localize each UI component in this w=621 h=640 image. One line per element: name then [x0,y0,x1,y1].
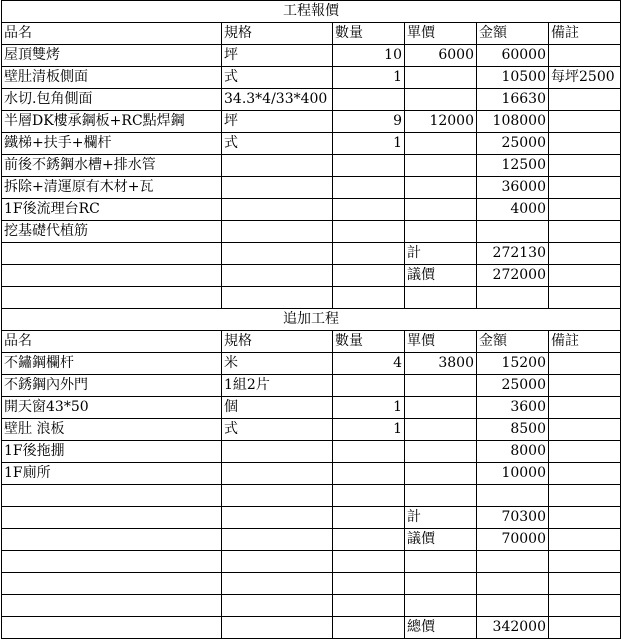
cell-note[interactable] [549,353,621,375]
table-row [2,617,621,639]
column-header-spec[interactable]: 規格 [222,23,333,45]
cell-amount[interactable]: 272130 [477,243,549,265]
cell-item-name[interactable]: 壁肚清板側面 [2,67,222,89]
cell-unit-price[interactable]: 6000 [405,45,477,67]
cell-unit-price[interactable] [405,89,477,111]
cell-amount[interactable]: 70300 [477,507,549,529]
cell-amount[interactable]: 10000 [477,463,549,485]
cell-item-name[interactable]: 水切.包角側面 [2,89,222,111]
table-row [2,155,621,177]
cell-spec[interactable] [222,529,333,551]
cell-spec[interactable]: 式 [222,133,333,155]
section1-header-row [2,23,621,45]
table-row [2,199,621,221]
table-row [2,397,621,419]
cell-spec[interactable] [222,265,333,287]
cell-item-name[interactable] [2,485,222,507]
cell-note[interactable] [549,155,621,177]
cell-spec[interactable]: 式 [222,67,333,89]
cell-item-name[interactable] [2,265,222,287]
cell-quantity[interactable] [333,199,405,221]
cell-unit-price[interactable]: 議價 [405,529,477,551]
cell-spec[interactable] [222,551,333,573]
cell-item-name[interactable]: 開天窗43*50 [2,397,222,419]
cell-item-name[interactable]: 半層DK樓承鋼板+RC點焊鋼 [2,111,222,133]
cell-unit-price[interactable]: 議價 [405,265,477,287]
column-header-amount[interactable]: 金額 [477,331,549,353]
table-row [2,529,621,551]
cell-note[interactable] [549,463,621,485]
cell-unit-price[interactable] [405,463,477,485]
table-row [2,419,621,441]
cell-amount[interactable] [477,573,549,595]
cell-unit-price[interactable] [405,375,477,397]
cell-unit-price[interactable]: 12000 [405,111,477,133]
cell-spec[interactable] [222,287,333,309]
table-row [2,551,621,573]
cell-note[interactable] [549,507,621,529]
cell-amount[interactable] [477,221,549,243]
cell-item-name[interactable]: 不鏽鋼欄杆 [2,353,222,375]
cell-note[interactable] [549,397,621,419]
table-row [2,177,621,199]
cell-spec[interactable]: 坪 [222,111,333,133]
cell-spec[interactable] [222,177,333,199]
table-row [2,111,621,133]
cell-item-name[interactable]: 1F廁所 [2,463,222,485]
cell-quantity[interactable] [333,617,405,639]
cell-note[interactable] [549,287,621,309]
cell-note[interactable] [549,573,621,595]
cell-spec[interactable] [222,441,333,463]
cell-quantity[interactable] [333,551,405,573]
cell-quantity[interactable] [333,529,405,551]
column-header-note[interactable]: 備註 [549,331,621,353]
cell-note[interactable] [549,243,621,265]
cell-unit-price[interactable]: 計 [405,243,477,265]
cell-item-name[interactable]: 不銹鋼內外門 [2,375,222,397]
cell-amount[interactable]: 70000 [477,529,549,551]
cell-item-name[interactable]: 拆除+清運原有木材+瓦 [2,177,222,199]
table-row [2,265,621,287]
cell-note[interactable] [549,485,621,507]
cell-note[interactable] [549,529,621,551]
table-row [2,573,621,595]
cell-quantity[interactable] [333,221,405,243]
cell-unit-price[interactable] [405,221,477,243]
cell-note[interactable] [549,221,621,243]
cell-amount[interactable] [477,287,549,309]
cell-item-name[interactable] [2,287,222,309]
cell-item-name[interactable] [2,617,222,639]
cell-quantity[interactable]: 1 [333,419,405,441]
cell-unit-price[interactable]: 3800 [405,353,477,375]
cell-note[interactable] [549,375,621,397]
cell-quantity[interactable]: 1 [333,67,405,89]
cell-unit-price[interactable] [405,573,477,595]
cell-note[interactable] [549,595,621,617]
cell-amount[interactable]: 15200 [477,353,549,375]
column-header-unit-price[interactable]: 單價 [405,331,477,353]
cell-quantity[interactable]: 9 [333,111,405,133]
cell-amount[interactable]: 25000 [477,133,549,155]
table-row [2,221,621,243]
cell-amount[interactable]: 272000 [477,265,549,287]
column-header-quantity[interactable]: 數量 [333,331,405,353]
cell-unit-price[interactable]: 計 [405,507,477,529]
section2-header-row [2,331,621,353]
section1-title-row [2,1,621,23]
cell-spec[interactable] [222,463,333,485]
cell-spec[interactable] [222,221,333,243]
cell-unit-price[interactable] [405,595,477,617]
cell-spec[interactable]: 1組2片 [222,375,333,397]
cell-unit-price[interactable] [405,397,477,419]
table-row [2,353,621,375]
cell-item-name[interactable]: 挖基礎代植筋 [2,221,222,243]
cell-spec[interactable] [222,485,333,507]
cell-quantity[interactable] [333,507,405,529]
table-row [2,89,621,111]
cell-spec[interactable]: 個 [222,397,333,419]
cell-unit-price[interactable] [405,419,477,441]
cell-spec[interactable]: 式 [222,419,333,441]
cell-spec[interactable] [222,243,333,265]
cell-item-name[interactable]: 前後不銹鋼水槽+排水管 [2,155,222,177]
cell-unit-price[interactable] [405,155,477,177]
section2-title[interactable]: 追加工程 [2,309,621,331]
cell-quantity[interactable] [333,573,405,595]
cell-quantity[interactable] [333,89,405,111]
cell-note[interactable] [549,45,621,67]
column-header-quantity[interactable]: 數量 [333,23,405,45]
column-header-amount[interactable]: 金額 [477,23,549,45]
cell-spec[interactable] [222,573,333,595]
cell-quantity[interactable] [333,463,405,485]
cell-item-name[interactable]: 1F後拖掤 [2,441,222,463]
table-row [2,67,621,89]
cell-note[interactable] [549,111,621,133]
cell-spec[interactable]: 米 [222,353,333,375]
cell-quantity[interactable] [333,177,405,199]
quotation-sheet [1,0,621,639]
table-row [2,595,621,617]
cell-quantity[interactable] [333,375,405,397]
table-row [2,463,621,485]
table-row [2,133,621,155]
table-row [2,287,621,309]
cell-unit-price[interactable] [405,67,477,89]
cell-item-name[interactable] [2,507,222,529]
cell-quantity[interactable] [333,485,405,507]
cell-note[interactable] [549,441,621,463]
cell-spec[interactable] [222,199,333,221]
cell-unit-price[interactable] [405,133,477,155]
cell-amount[interactable]: 8000 [477,441,549,463]
cell-spec[interactable] [222,155,333,177]
cell-item-name[interactable] [2,595,222,617]
cell-amount[interactable]: 60000 [477,45,549,67]
cell-note[interactable] [549,89,621,111]
cell-spec[interactable]: 坪 [222,45,333,67]
cell-item-name[interactable] [2,243,222,265]
cell-amount[interactable]: 12500 [477,155,549,177]
cell-unit-price[interactable] [405,287,477,309]
cell-quantity[interactable]: 1 [333,133,405,155]
cell-quantity[interactable] [333,441,405,463]
cell-amount[interactable]: 10500 [477,67,549,89]
cell-item-name[interactable]: 鐵梯+扶手+欄杆 [2,133,222,155]
cell-note[interactable] [549,265,621,287]
cell-spec[interactable] [222,507,333,529]
table-row [2,375,621,397]
cell-item-name[interactable]: 1F後流理台RC [2,199,222,221]
cell-unit-price[interactable] [405,177,477,199]
sheet-body [2,1,621,639]
cell-unit-price[interactable] [405,485,477,507]
section1-title[interactable]: 工程報價 [2,1,621,23]
column-header-spec[interactable]: 規格 [222,331,333,353]
cell-unit-price[interactable] [405,199,477,221]
cell-spec[interactable] [222,595,333,617]
column-header-item-name[interactable]: 品名 [2,23,222,45]
cell-note[interactable] [549,551,621,573]
cell-amount[interactable]: 4000 [477,199,549,221]
table-row [2,507,621,529]
cell-unit-price[interactable] [405,441,477,463]
cell-item-name[interactable]: 壁肚 浪板 [2,419,222,441]
cell-quantity[interactable]: 10 [333,45,405,67]
cell-item-name[interactable] [2,573,222,595]
column-header-unit-price[interactable]: 單價 [405,23,477,45]
section2-title-row [2,309,621,331]
cell-spec[interactable] [222,617,333,639]
cell-note[interactable]: 每坪2500 [549,67,621,89]
table-row [2,441,621,463]
cell-amount[interactable] [477,551,549,573]
cell-note[interactable] [549,617,621,639]
column-header-item-name[interactable]: 品名 [2,331,222,353]
cell-amount[interactable]: 8500 [477,419,549,441]
cell-quantity[interactable] [333,265,405,287]
cell-quantity[interactable]: 1 [333,397,405,419]
column-header-note[interactable]: 備註 [549,23,621,45]
cell-quantity[interactable] [333,287,405,309]
cell-amount[interactable]: 25000 [477,375,549,397]
cell-amount[interactable]: 36000 [477,177,549,199]
cell-note[interactable] [549,199,621,221]
cell-note[interactable] [549,419,621,441]
cell-amount[interactable]: 108000 [477,111,549,133]
table-row [2,485,621,507]
cell-note[interactable] [549,177,621,199]
cell-item-name[interactable] [2,529,222,551]
cell-item-name[interactable] [2,551,222,573]
cell-amount[interactable] [477,595,549,617]
cell-quantity[interactable] [333,155,405,177]
cell-amount[interactable]: 342000 [477,617,549,639]
cell-quantity[interactable] [333,243,405,265]
cell-quantity[interactable]: 4 [333,353,405,375]
cell-spec[interactable]: 34.3*4/33*400 [222,89,333,111]
table-row [2,45,621,67]
cell-amount[interactable] [477,485,549,507]
table-row [2,243,621,265]
cell-amount[interactable]: 3600 [477,397,549,419]
cell-note[interactable] [549,133,621,155]
cell-unit-price[interactable]: 總價 [405,617,477,639]
cell-quantity[interactable] [333,595,405,617]
cell-item-name[interactable]: 屋頂雙烤 [2,45,222,67]
cell-amount[interactable]: 16630 [477,89,549,111]
cell-unit-price[interactable] [405,551,477,573]
